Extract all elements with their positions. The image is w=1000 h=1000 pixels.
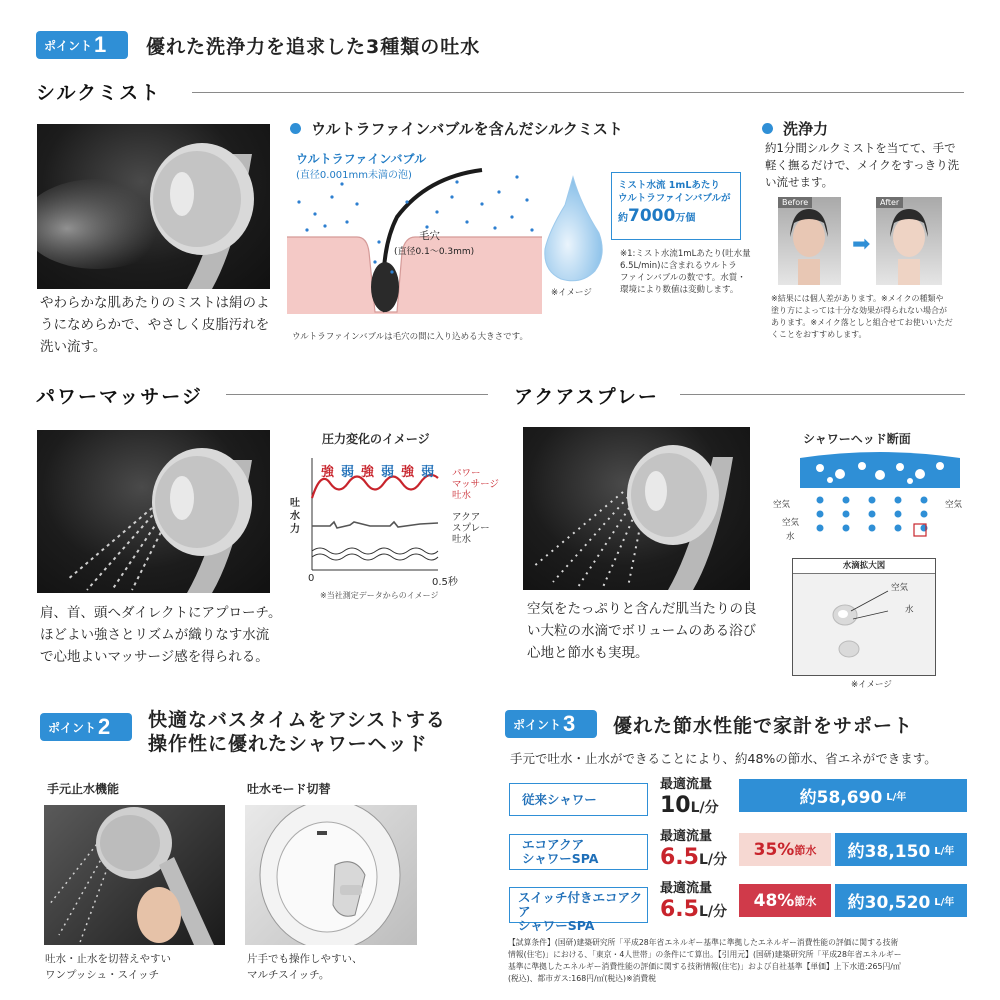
before-photo: Before xyxy=(778,197,841,285)
feature1-desc: 吐水・止水を切替えやすい ワンプッシュ・スイッチ xyxy=(45,953,171,981)
arrow-right-icon: ➡ xyxy=(852,232,871,257)
feature2-desc: 片手でも操作しやすい、 マルチスイッチ。 xyxy=(247,953,363,981)
clean-description: 約1分間シルクミストを当てて、手で 軽く撫るだけで、メイクをすっきり洗 い流せます。 xyxy=(765,141,960,189)
point2-title: 快適なバスタイムをアシストする 操作性に優れたシャワーヘッド xyxy=(148,709,446,755)
y-axis-label: 吐水力 xyxy=(290,498,300,535)
row-eco-annual: 約38,150 L/年 xyxy=(835,833,967,866)
x-axis-start: 0 xyxy=(308,573,315,584)
row-conventional-flow: 最適流量 10L/分 xyxy=(660,777,719,818)
section-divider xyxy=(192,92,964,93)
ufb-heading: ウルトラファインバブルを含んだシルクミスト xyxy=(290,118,623,139)
clean-note: ※結果には個人差があります。※メイクの種類や 塗り方によっては十分な効果が得られない場合が あります。※メイク落としと組合せてお使いいただ くことをおすすめします。 xyxy=(771,294,953,339)
aqua-spray-photo xyxy=(523,427,750,590)
point1-title: 優れた洗浄力を追求した3種類の吐水 xyxy=(146,36,481,58)
strong-weak-labels: 強 弱 強 弱 強 弱 xyxy=(321,465,435,480)
feature1-photo xyxy=(44,805,225,945)
silk-heading: シルクミスト xyxy=(36,82,162,104)
aqua-description: 空気をたっぷりと含んだ肌当たりの良 い大粒の水滴でボリュームのある浴び 心地と節水も実現。 xyxy=(527,601,757,661)
bullet-icon xyxy=(290,123,301,134)
shower-head-icon xyxy=(37,430,270,593)
point3-intro: 手元で吐水・止水ができることにより、約48%の節水、省エネができます。 xyxy=(510,751,937,766)
water-label: 水 xyxy=(786,532,795,542)
cross-section-title: シャワーヘッド断面 xyxy=(803,432,911,446)
point1-badge: ポイント 1 xyxy=(36,31,128,59)
bullet-icon xyxy=(762,123,773,134)
point3-badge: ポイント 3 xyxy=(505,710,597,738)
point3-title: 優れた節水性能で家計をサポート xyxy=(613,715,914,737)
air-label-inner: 空気 xyxy=(782,518,800,528)
ufb-callout: ミスト水流 1mLあたり ウルトラファインバブルが 約7000万個 xyxy=(611,172,741,240)
zoom-caption: ※イメージ xyxy=(851,680,892,690)
pore-size: (直径0.1〜0.3mm) xyxy=(394,247,475,257)
clean-heading: 洗浄力 xyxy=(762,118,828,139)
air-label-right: 空気 xyxy=(945,500,963,510)
graph-title: 圧力変化のイメージ xyxy=(322,432,430,446)
face-icon xyxy=(778,197,841,285)
feature1-title: 手元止水機能 xyxy=(47,782,120,796)
aqua-heading: アクアスプレー xyxy=(514,386,659,408)
feature2-title: 吐水モード切替 xyxy=(247,782,331,796)
x-axis-end: 0.5秒 xyxy=(432,577,458,588)
air-label-left: 空気 xyxy=(773,500,791,510)
after-photo: After xyxy=(876,197,942,285)
row-switch-label: スイッチ付きエコアクア シャワーSPA xyxy=(509,887,648,923)
series-power-label: パワー マッサージ 吐水 xyxy=(452,468,499,501)
row-conventional-annual: 約58,690 L/年 xyxy=(739,779,967,812)
ufb-label: ウルトラファインバブル xyxy=(296,152,427,166)
water-drop-icon xyxy=(541,175,605,285)
series-aqua-label: アクア スプレー 吐水 xyxy=(452,512,490,545)
ufb-footnote: ※1:ミスト水流1mLあたり(吐水量 6.5L/min)に含まれるウルトラ ファインバブルの数です。水質・ 環境により数値は変動します。 xyxy=(620,249,751,295)
ufb-caption: ウルトラファインバブルは毛穴の間に入り込める大きさです。 xyxy=(292,332,528,342)
mode-switch-icon xyxy=(245,805,417,945)
shower-head-icon xyxy=(37,124,270,289)
section-divider xyxy=(680,394,965,395)
shower-head-icon xyxy=(523,427,750,590)
row-switch-saving: 48% 節水 xyxy=(739,884,831,917)
row-eco-label: エコアクア シャワーSPA xyxy=(509,834,648,870)
calc-conditions: 【試算条件】(国研)建築研究所「平成28年省エネルギー基準に準拠したエネルギー消費性能の評価に関する技術 情報(住宅)」における、「東京・4人世帯」の条件にて算出。【引用元】(国研)建築研究所「平成28年省エネルギー 基準に準拠したエネルギー消費性能の評価に関する技術情報(住宅)」および自社基準【単価】上下水道:265円/㎥ (税込)、都市ガス:168円/㎥(税込)※消費税 xyxy=(508,938,902,983)
row-switch-annual: 約30,520 L/年 xyxy=(835,884,967,917)
drop-caption: ※イメージ xyxy=(551,288,592,298)
graph-note: ※当社測定データからのイメージ xyxy=(320,591,439,600)
row-eco-saving: 35% 節水 xyxy=(739,833,831,866)
water-drop xyxy=(541,175,605,285)
face-icon xyxy=(876,197,942,285)
hand-shower-icon xyxy=(44,805,225,945)
ufb-size: (直径0.001mm未満の泡) xyxy=(296,170,412,181)
point2-badge: ポイント 2 xyxy=(40,713,132,741)
row-eco-flow: 最適流量 6.5L/分 xyxy=(660,829,728,870)
power-heading: パワーマッサージ xyxy=(36,386,203,408)
feature2-photo xyxy=(245,805,417,945)
power-massage-photo xyxy=(37,430,270,593)
section-divider xyxy=(226,394,488,395)
row-conventional-label: 従来シャワー xyxy=(509,783,648,816)
silk-description: やわらかな肌あたりのミストは絹のよ うになめらかで、やさしく皮脂汚れを 洗い流す。 xyxy=(40,295,270,355)
silk-mist-photo xyxy=(37,124,270,289)
power-description: 肩、首、頭へダイレクトにアプローチ。 ほどよい強さとリズムが織りなす水流 で心地よいマッサージ感を得られる。 xyxy=(40,605,282,665)
water-drop-zoom-icon xyxy=(793,559,935,675)
row-switch-flow: 最適流量 6.5L/分 xyxy=(660,881,728,922)
zoom-box: 水滴拡大図 空気 水 xyxy=(792,558,936,676)
pore-label: 毛穴 xyxy=(419,230,440,242)
